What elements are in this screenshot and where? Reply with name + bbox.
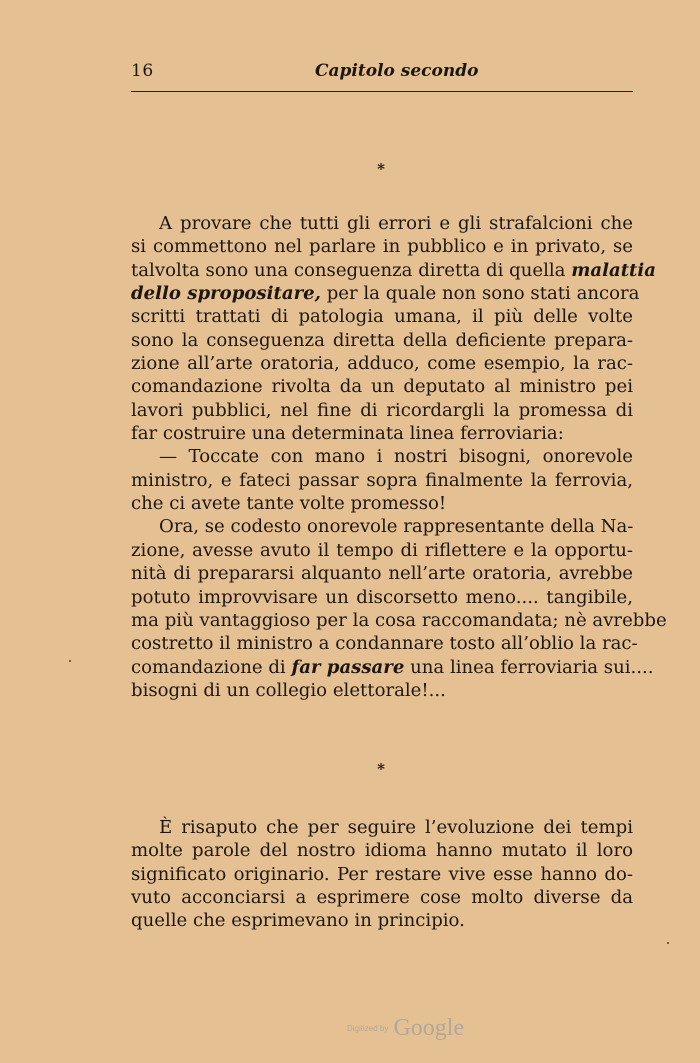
- text-fragment: talvolta sono una conseguenza diretta di quella: [131, 259, 566, 281]
- main-text-block: [131, 212, 667, 702]
- text-line: far costruire una determinata linea ferroviaria:: [131, 423, 564, 445]
- text-line: ministro, e fateci passar sopra finalmente la ferrovia,: [131, 469, 633, 491]
- secondary-text-block: [131, 816, 633, 933]
- text-line: quelle che esprimevano in principio.: [131, 910, 465, 932]
- section-separator: *: [377, 160, 385, 178]
- text-line: comandazione rivolta da un deputato al ministro pei: [131, 376, 633, 398]
- page-number: 16: [131, 61, 154, 81]
- margin-speck: [69, 660, 71, 662]
- text-line: costretto il ministro a condannare tosto all’oblio la rac-: [131, 633, 638, 655]
- text-line: Ora, se codesto onorevole rappresentante della Na-: [159, 516, 634, 538]
- emphasized-text: dello spropositare,: [131, 283, 321, 305]
- text-line: nità di prepararsi alquanto nell’arte oratoria, avrebbe: [131, 563, 633, 585]
- text-line: molte parole del nostro idioma hanno mutato il loro: [131, 840, 633, 862]
- text-line: [131, 656, 654, 679]
- text-line: scritti trattati di patologia umana, il più delle volte: [131, 306, 633, 328]
- google-wordmark: Google: [393, 1015, 465, 1041]
- text-fragment: per la quale non sono stati ancora: [326, 283, 640, 305]
- text-line: vuto acconciarsi a esprimere cose molto diverse da: [131, 887, 633, 909]
- text-line: sono la conseguenza diretta della deficiente prepara-: [131, 329, 633, 351]
- text-line: ma più vantaggioso per la cosa raccomandata; nè avrebbe: [131, 609, 667, 631]
- text-line: [131, 282, 640, 305]
- text-line: che ci avete tante volte promesso!: [131, 493, 447, 515]
- margin-speck: [667, 942, 669, 944]
- section-separator: *: [377, 760, 385, 778]
- text-line: si commettono nel parlare in pubblico e in privato, se: [131, 236, 633, 258]
- digitized-watermark: [347, 1015, 464, 1042]
- emphasized-text: far passare: [291, 656, 405, 678]
- text-line: — Toccate con mano i nostri bisogni, onorevole: [159, 446, 633, 468]
- text-line: zione, avesse avuto il tempo di riflettere e la opportu-: [131, 539, 633, 561]
- running-head: Capitolo secondo: [315, 61, 479, 81]
- emphasized-text: malattia: [571, 259, 657, 281]
- text-line: lavori pubblici, nel fine di ricordargli la promessa di: [131, 399, 633, 421]
- text-fragment: comandazione di: [131, 656, 286, 678]
- text-line: A provare che tutti gli errori e gli strafalcioni che: [159, 213, 633, 234]
- text-line: È risaputo che per seguire l’evoluzione dei tempi: [159, 817, 633, 838]
- text-line: potuto improvvisare un discorsetto meno.... tangibile,: [131, 586, 633, 608]
- header-rule: [131, 91, 633, 92]
- digitized-label: Digitized by: [347, 1024, 389, 1033]
- text-line: bisogni di un collegio elettorale!...: [131, 679, 446, 701]
- text-line: [131, 259, 657, 282]
- text-line: significato originario. Per restare vive esse hanno do-: [131, 863, 633, 885]
- text-fragment: una linea ferroviaria sui....: [410, 656, 654, 678]
- text-line: zione all’arte oratoria, adduco, come esempio, la rac-: [131, 353, 633, 375]
